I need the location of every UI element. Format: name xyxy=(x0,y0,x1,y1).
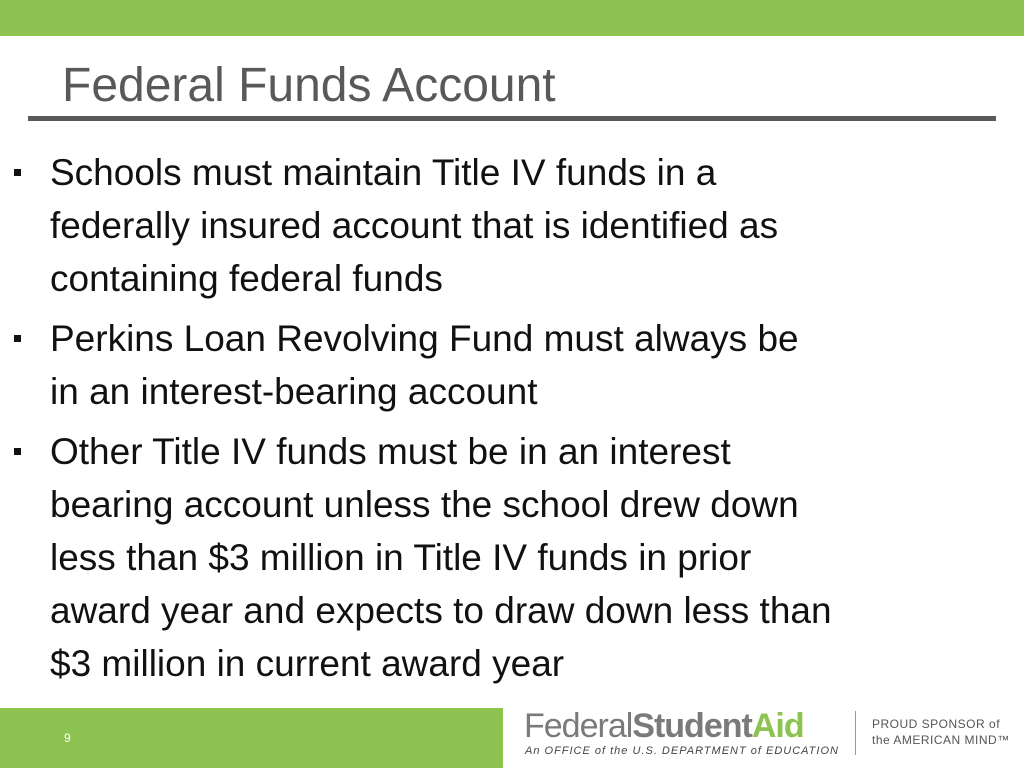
sponsor-tagline xyxy=(872,716,1010,748)
bullet-text-line: Perkins Loan Revolving Fund must always be xyxy=(50,318,799,359)
footer-accent-bar xyxy=(0,708,503,768)
sponsor-line-2: the AMERICAN MIND™ xyxy=(872,733,1010,747)
bullet-text-line: award year and expects to draw down less than xyxy=(50,590,832,631)
bullet-text-line: bearing account unless the school drew down xyxy=(50,484,799,525)
sponsor-line-1: PROUD SPONSOR of xyxy=(872,717,1001,731)
title-underline xyxy=(28,116,996,121)
page-number: 9 xyxy=(64,731,71,745)
logo-federal-text: Federal xyxy=(524,707,633,745)
federal-student-aid-logo xyxy=(524,707,844,763)
bullet-text-line: in an interest-bearing account xyxy=(50,371,538,412)
bullet-text-line: $3 million in current award year xyxy=(50,643,565,684)
bullet-item xyxy=(14,425,1018,690)
logo-student-text: Student xyxy=(632,707,752,745)
bullet-text-line: containing federal funds xyxy=(50,258,443,299)
bullet-text-line: Schools must maintain Title IV funds in a xyxy=(50,152,717,193)
logo-subtitle: An OFFICE of the U.S. DEPARTMENT of EDUCATION xyxy=(525,745,839,757)
bullet-text-line: less than $3 million in Title IV funds in prior xyxy=(50,537,752,578)
square-bullet-icon xyxy=(14,169,21,176)
bullet-list xyxy=(14,146,1018,697)
square-bullet-icon xyxy=(14,448,21,455)
logo-wordmark xyxy=(524,707,804,745)
bullet-item xyxy=(14,312,1018,418)
top-accent-bar xyxy=(0,0,1024,36)
logo-aid-text: Aid xyxy=(751,707,804,745)
square-bullet-icon xyxy=(14,335,21,342)
bullet-text-line: federally insured account that is identified as xyxy=(50,205,779,246)
bullet-text-line: Other Title IV funds must be in an interest xyxy=(50,431,731,472)
bullet-item xyxy=(14,146,1018,305)
footer-divider xyxy=(855,711,856,755)
slide-title: Federal Funds Account xyxy=(62,59,556,112)
